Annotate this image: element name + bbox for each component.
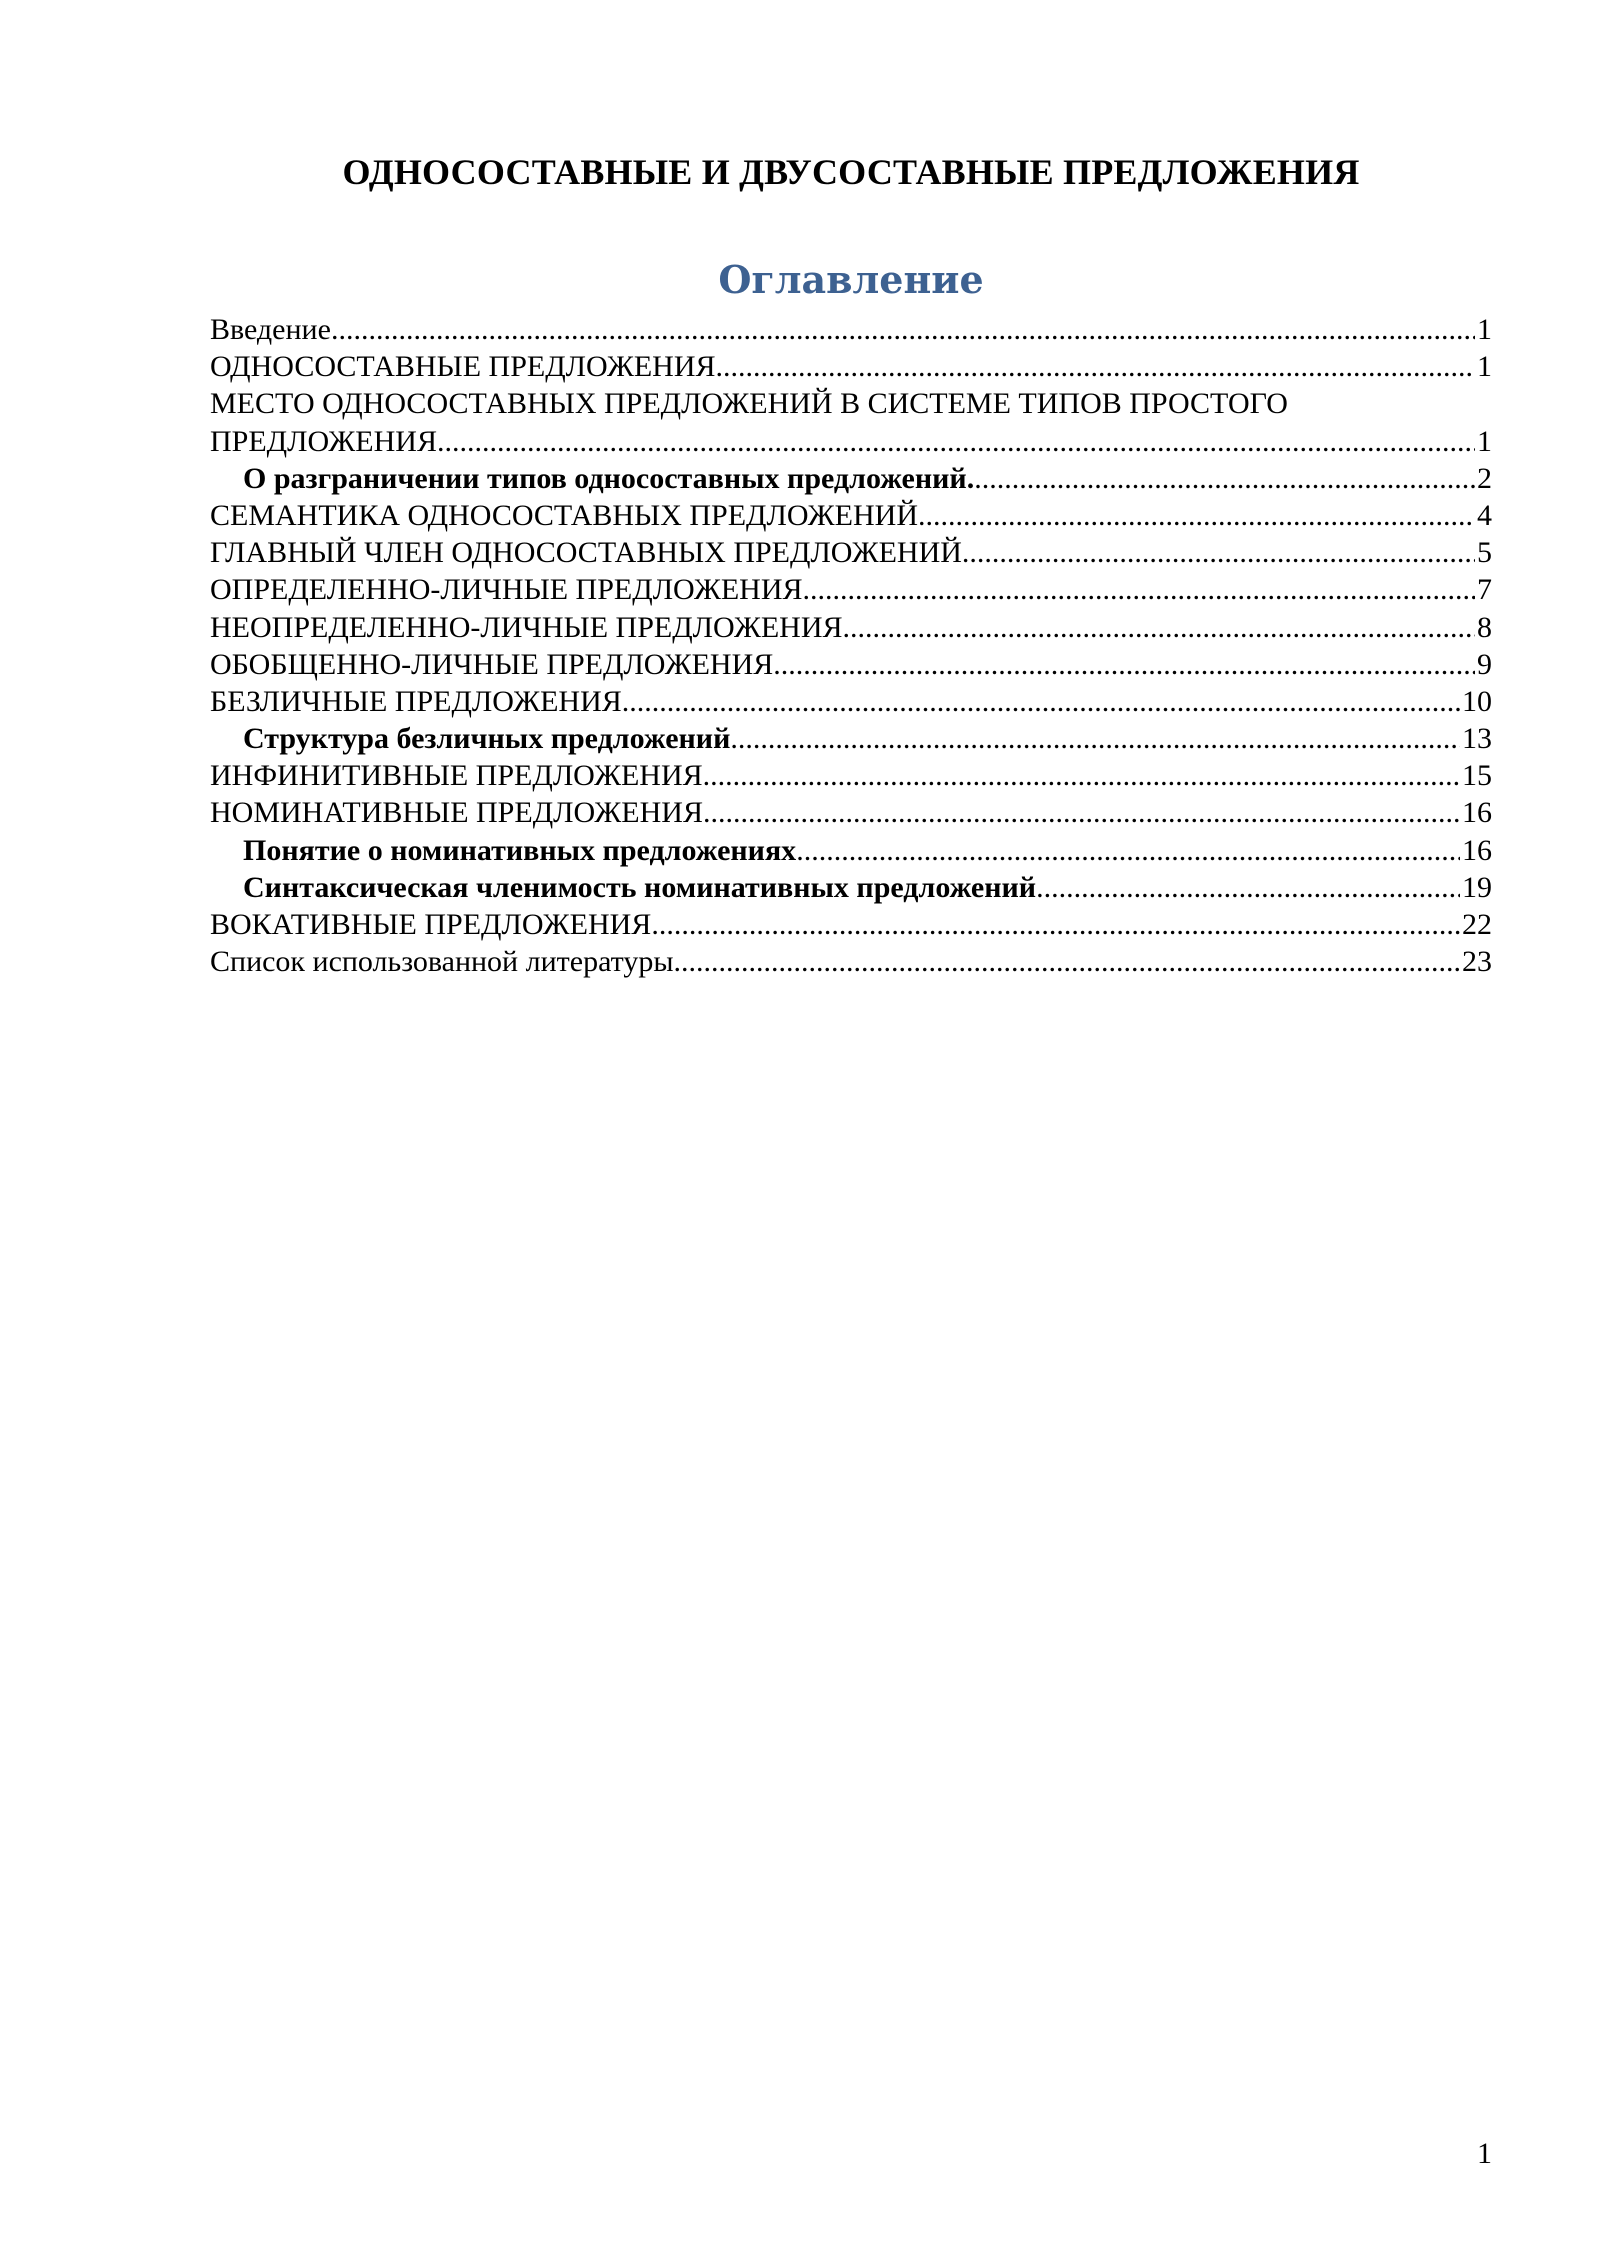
toc-entry-page: 1	[1477, 424, 1492, 458]
toc-entry-page: 16	[1462, 833, 1492, 867]
toc-entry-text: ВОКАТИВНЫЕ ПРЕДЛОЖЕНИЯ	[210, 908, 652, 941]
toc-entry-references[interactable]	[210, 943, 1492, 980]
toc-entry-text: ИНФИНИТИВНЫЕ ПРЕДЛОЖЕНИЯ	[210, 759, 703, 793]
toc-leader-dots	[918, 497, 1475, 534]
toc-entry-nominative-concept[interactable]	[210, 832, 1492, 869]
toc-entry-introduction[interactable]	[210, 311, 1492, 348]
toc-entry-one-member-sentences[interactable]	[210, 348, 1492, 385]
toc-entry-nominative-divisibility[interactable]	[210, 869, 1492, 906]
toc-entry-text-line1: МЕСТО ОДНОСОСТАВНЫХ ПРЕДЛОЖЕНИЙ В СИСТЕМЕ ТИПОВ ПРОСТОГО	[210, 387, 1288, 421]
toc-entry-text: ПРЕДЛОЖЕНИЯ	[210, 424, 437, 458]
toc-leader-dots	[716, 348, 1476, 385]
toc-leader-dots	[437, 423, 1475, 460]
toc-entry-text: ОПРЕДЕЛЕННО-ЛИЧНЫЕ ПРЕДЛОЖЕНИЯ	[210, 573, 803, 607]
toc-entry-page: 19	[1462, 870, 1492, 904]
toc-entry-text: Понятие о номинативных предложениях	[243, 833, 797, 867]
toc-entry-semantics[interactable]	[210, 497, 1492, 534]
toc-entry-text: НЕОПРЕДЕЛЕННО-ЛИЧНЫЕ ПРЕДЛОЖЕНИЯ	[210, 610, 843, 644]
toc-entry-nominative[interactable]	[210, 794, 1492, 831]
toc-entry-text: Синтаксическая членимость номинативных предложений	[243, 870, 1037, 904]
toc-entry-indefinite-personal[interactable]	[210, 609, 1492, 646]
toc-entry-vocative[interactable]	[210, 906, 1492, 943]
toc-entry-impersonal[interactable]	[210, 683, 1492, 720]
toc-entry-text: ОБОБЩЕННО-ЛИЧНЫЕ ПРЕДЛОЖЕНИЯ	[210, 647, 774, 681]
toc-leader-dots	[703, 794, 1460, 831]
toc-entry-page: 7	[1477, 573, 1492, 607]
page-number: 1	[1477, 2137, 1492, 2170]
toc-entry-main-member[interactable]	[210, 534, 1492, 571]
toc-entry-text: НОМИНАТИВНЫЕ ПРЕДЛОЖЕНИЯ	[210, 796, 703, 830]
toc-entry-page: 22	[1462, 908, 1492, 941]
toc-entry-page: 2	[1477, 461, 1492, 495]
toc-entry-page: 23	[1462, 945, 1492, 979]
toc-entry-page: 13	[1462, 722, 1492, 756]
toc-heading: Оглавление	[718, 257, 984, 302]
toc-leader-dots	[843, 609, 1476, 646]
toc-leader-dots	[962, 534, 1475, 571]
toc-entry-text: Структура безличных предложений	[243, 722, 731, 756]
toc-entry-page: 8	[1477, 610, 1492, 644]
toc-entry-page: 15	[1462, 759, 1492, 793]
toc-entry-page: 16	[1462, 796, 1492, 830]
toc-leader-dots	[796, 832, 1460, 869]
table-of-contents	[210, 311, 1492, 980]
document-title: ОДНОСОСТАВНЫЕ И ДВУСОСТАВНЫЕ ПРЕДЛОЖЕНИЯ	[342, 152, 1360, 192]
toc-entry-text: Введение	[210, 313, 331, 346]
toc-entry-text: БЕЗЛИЧНЫЕ ПРЕДЛОЖЕНИЯ	[210, 684, 622, 718]
toc-leader-dots	[622, 683, 1460, 720]
toc-leader-dots	[331, 311, 1475, 348]
toc-entry-text: ГЛАВНЫЙ ЧЛЕН ОДНОСОСТАВНЫХ ПРЕДЛОЖЕНИЙ	[210, 536, 962, 570]
toc-leader-dots	[974, 460, 1475, 497]
toc-entry-page: 4	[1477, 498, 1492, 532]
toc-entry-definite-personal[interactable]	[210, 571, 1492, 608]
toc-leader-dots	[730, 720, 1460, 757]
toc-entry-page: 9	[1477, 647, 1492, 681]
toc-entry-text: Список использованной литературы	[210, 945, 674, 979]
toc-leader-dots	[703, 757, 1460, 794]
toc-entry-text: СЕМАНТИКА ОДНОСОСТАВНЫХ ПРЕДЛОЖЕНИЙ	[210, 498, 918, 532]
toc-entry-text: ОДНОСОСТАВНЫЕ ПРЕДЛОЖЕНИЯ	[210, 350, 716, 384]
toc-entry-impersonal-structure[interactable]	[210, 720, 1492, 757]
toc-entry-page: 1	[1477, 313, 1492, 346]
toc-entry-type-distinction[interactable]	[210, 460, 1492, 497]
toc-entry-page: 1	[1477, 350, 1492, 384]
toc-leader-dots	[673, 943, 1460, 980]
toc-leader-dots	[651, 906, 1460, 943]
toc-entry-generalized-personal[interactable]	[210, 646, 1492, 683]
toc-entry-text: О разграничении типов односоставных предложений.	[243, 461, 975, 495]
toc-leader-dots	[1036, 869, 1460, 906]
toc-entry-page: 5	[1477, 536, 1492, 570]
toc-entry-page: 10	[1462, 684, 1492, 718]
toc-entry-place-in-system[interactable]	[210, 385, 1492, 459]
toc-leader-dots	[803, 571, 1476, 608]
toc-leader-dots	[773, 646, 1475, 683]
toc-entry-infinitive[interactable]	[210, 757, 1492, 794]
